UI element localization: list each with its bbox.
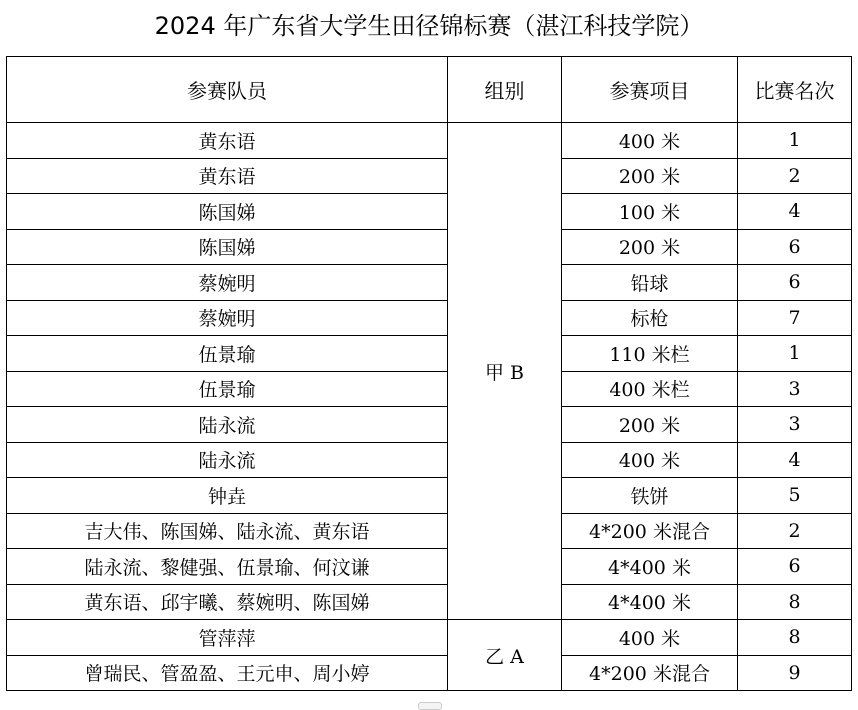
table-row: [7, 229, 852, 265]
rank-cell: 2: [738, 513, 852, 549]
rank-cell: 3: [738, 371, 852, 407]
rank-cell: 5: [738, 478, 852, 514]
event-cell: 铁饼: [562, 478, 738, 514]
group-cell-yi-a: 乙 A: [448, 620, 562, 691]
rank-cell: 2: [738, 158, 852, 194]
table-row: [7, 407, 852, 443]
table-row: [7, 194, 852, 230]
group-cell-jia-b: 甲 B: [448, 123, 562, 620]
event-cell: 4*200 米混合: [562, 513, 738, 549]
rank-cell: 8: [738, 620, 852, 656]
header-members: 参赛队员: [7, 57, 448, 123]
table-row: [7, 478, 852, 514]
event-cell: 400 米: [562, 620, 738, 656]
table-row: [7, 513, 852, 549]
rank-cell: 1: [738, 336, 852, 372]
members-cell: 黄东语: [7, 158, 448, 194]
members-cell: 陆永流: [7, 442, 448, 478]
event-cell: 200 米: [562, 407, 738, 443]
rank-cell: 8: [738, 584, 852, 620]
table-row: [7, 158, 852, 194]
members-cell: 陈国娣: [7, 194, 448, 230]
event-cell: 4*400 米: [562, 549, 738, 585]
members-cell: 陈国娣: [7, 229, 448, 265]
rank-cell: 6: [738, 265, 852, 301]
event-cell: 4*400 米: [562, 584, 738, 620]
header-group: 组别: [448, 57, 562, 123]
table-row: [7, 123, 852, 159]
members-cell: 蔡婉明: [7, 265, 448, 301]
event-cell: 400 米栏: [562, 371, 738, 407]
table-row: [7, 371, 852, 407]
table-row: [7, 265, 852, 301]
rank-cell: 4: [738, 442, 852, 478]
members-cell: 吉大伟、陈国娣、陆永流、黄东语: [7, 513, 448, 549]
event-cell: 110 米栏: [562, 336, 738, 372]
header-event: 参赛项目: [562, 57, 738, 123]
event-cell: 铅球: [562, 265, 738, 301]
table-row: [7, 300, 852, 336]
rank-cell: 9: [738, 655, 852, 691]
event-cell: 200 米: [562, 229, 738, 265]
results-table: [6, 56, 852, 691]
members-cell: 管萍萍: [7, 620, 448, 656]
members-cell: 伍景瑜: [7, 336, 448, 372]
page-title: 2024 年广东省大学生田径锦标赛（湛江科技学院）: [154, 12, 704, 40]
members-cell: 蔡婉明: [7, 300, 448, 336]
table-row: [7, 584, 852, 620]
rank-cell: 4: [738, 194, 852, 230]
event-cell: 4*200 米混合: [562, 655, 738, 691]
members-cell: 黄东语: [7, 123, 448, 159]
members-cell: 曾瑞民、管盈盈、王元申、周小婷: [7, 655, 448, 691]
members-cell: 伍景瑜: [7, 371, 448, 407]
event-cell: 200 米: [562, 158, 738, 194]
event-cell: 400 米: [562, 123, 738, 159]
table-row: [7, 442, 852, 478]
members-cell: 钟垚: [7, 478, 448, 514]
event-cell: 400 米: [562, 442, 738, 478]
table-row: [7, 549, 852, 585]
table-row: [7, 336, 852, 372]
rank-cell: 6: [738, 549, 852, 585]
rank-cell: 7: [738, 300, 852, 336]
table-row: [7, 655, 852, 691]
members-cell: 陆永流、黎健强、伍景瑜、何汶谦: [7, 549, 448, 585]
members-cell: 陆永流: [7, 407, 448, 443]
table-header-row: [7, 57, 852, 123]
event-cell: 标枪: [562, 300, 738, 336]
scroll-handle[interactable]: [418, 702, 442, 710]
rank-cell: 3: [738, 407, 852, 443]
rank-cell: 6: [738, 229, 852, 265]
header-rank: 比赛名次: [738, 57, 852, 123]
event-cell: 100 米: [562, 194, 738, 230]
rank-cell: 1: [738, 123, 852, 159]
members-cell: 黄东语、邱宇曦、蔡婉明、陈国娣: [7, 584, 448, 620]
table-row: [7, 620, 852, 656]
